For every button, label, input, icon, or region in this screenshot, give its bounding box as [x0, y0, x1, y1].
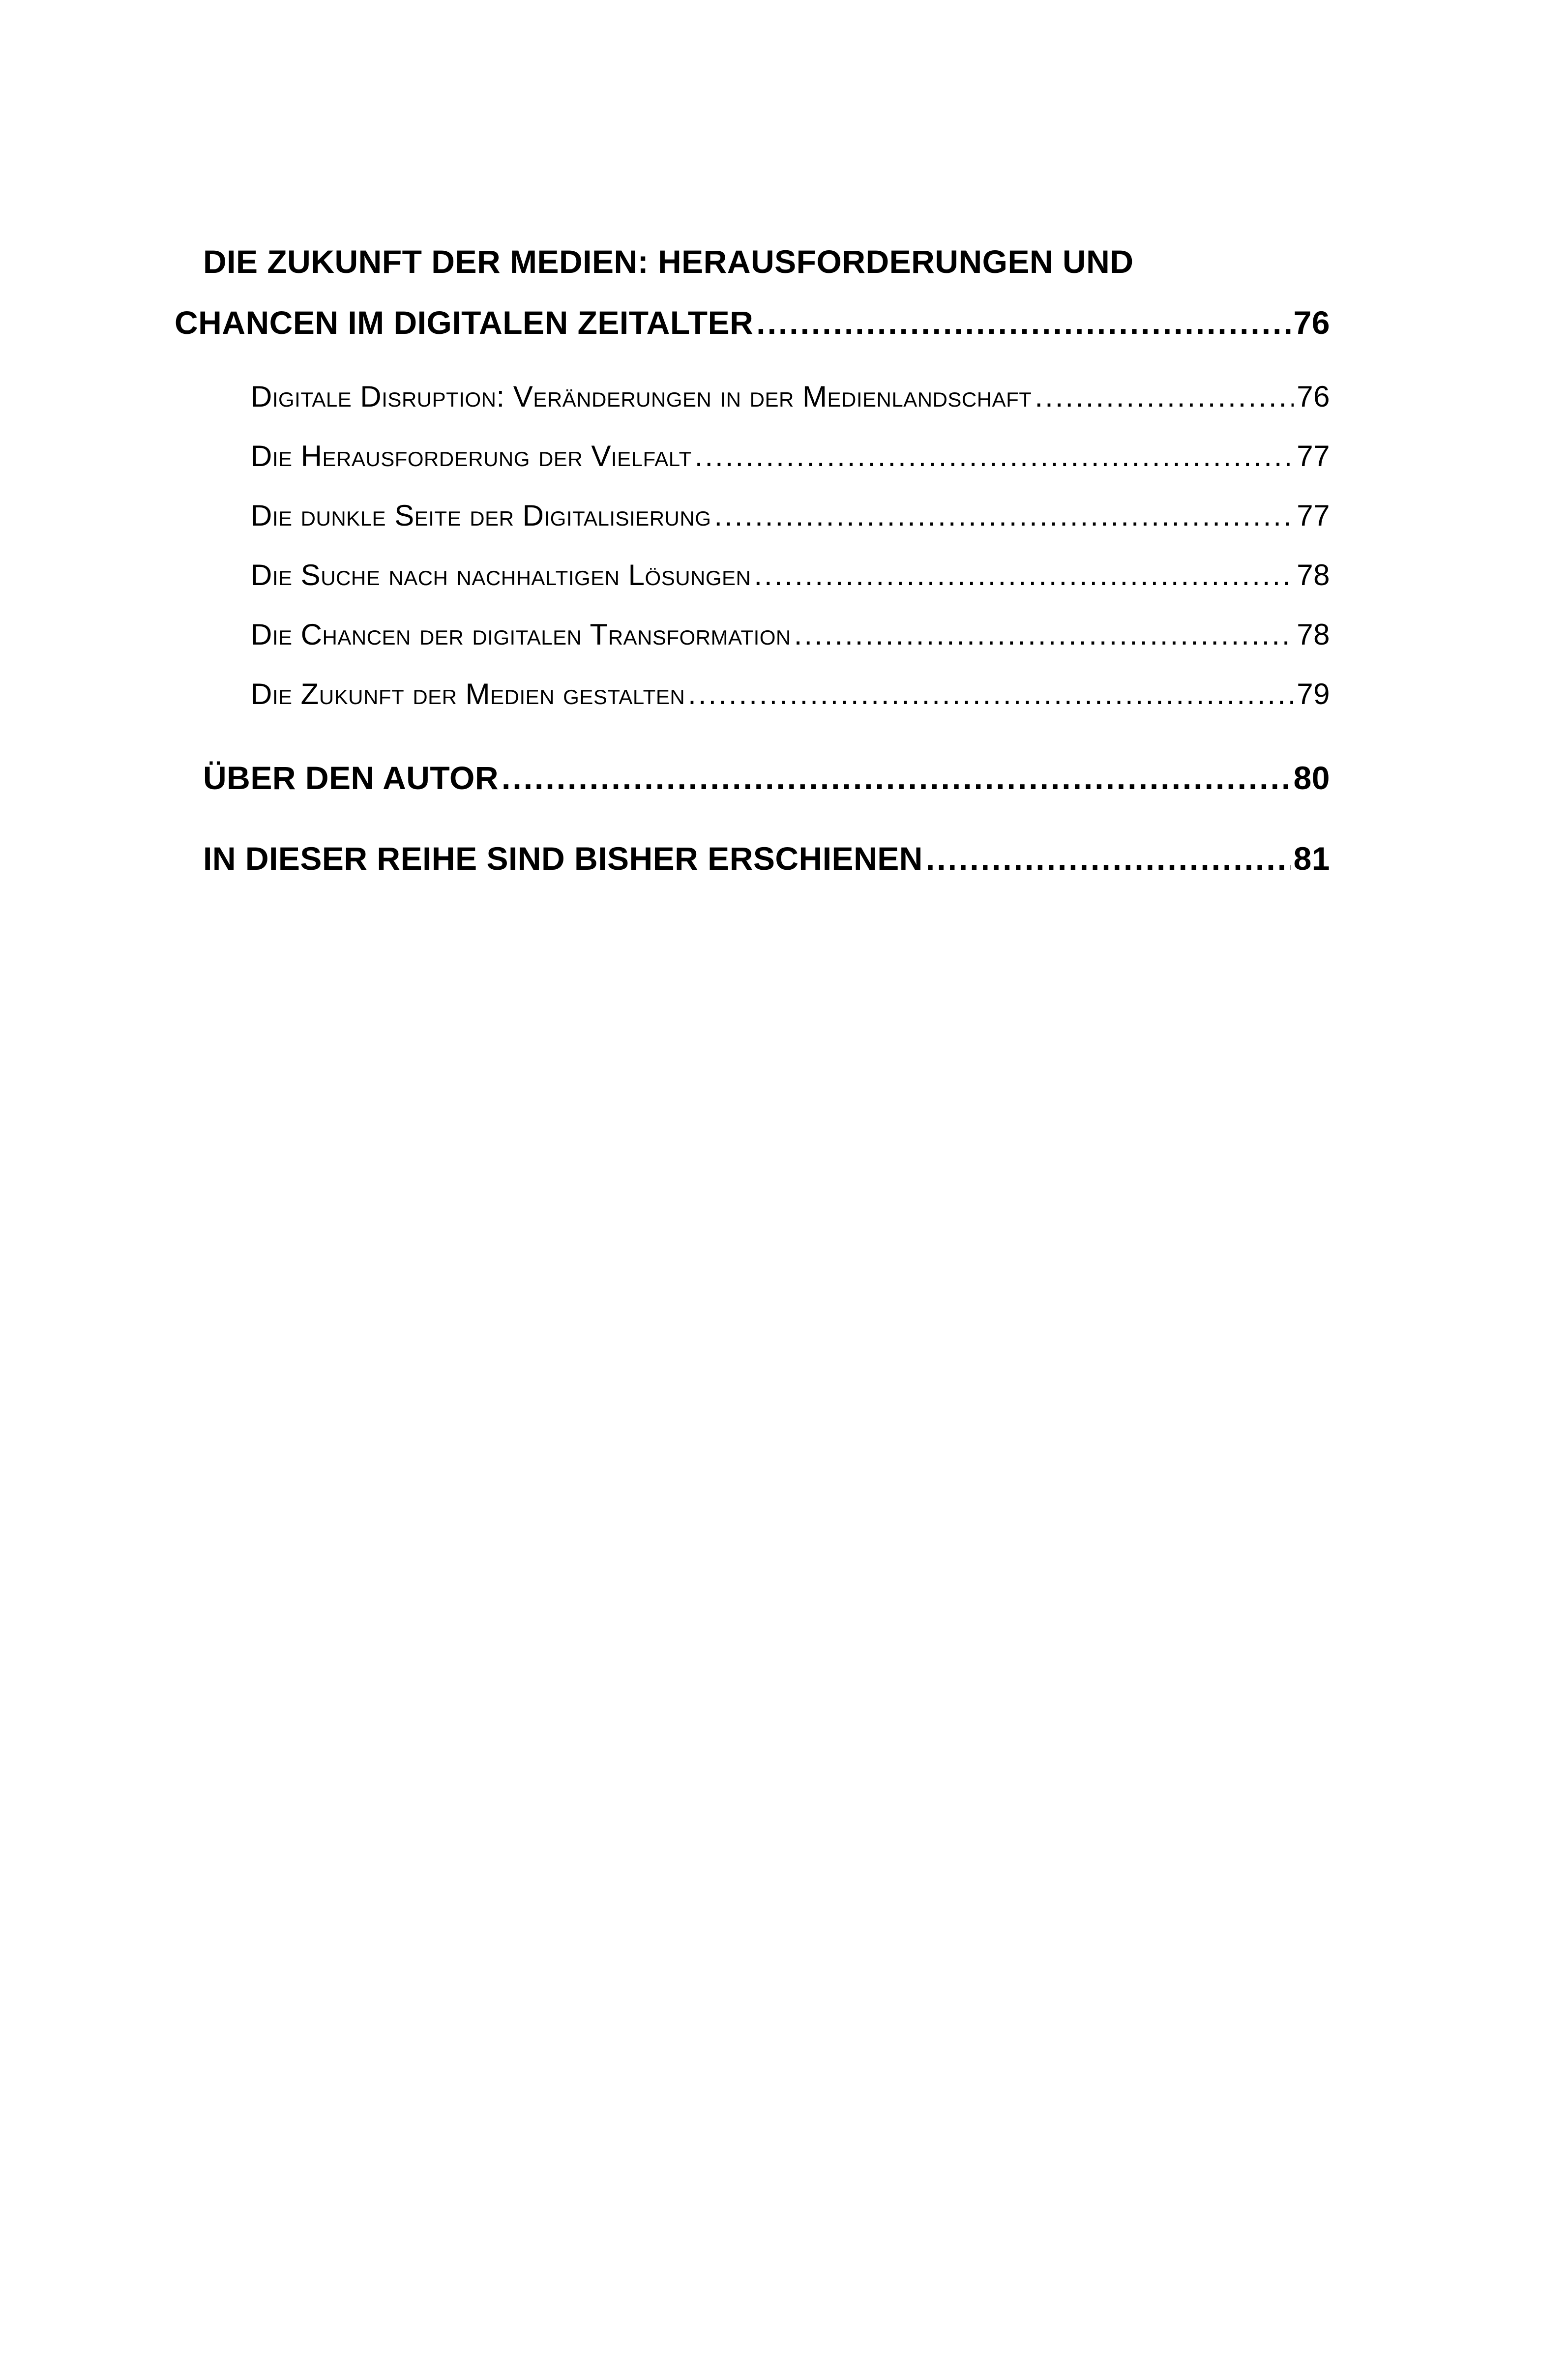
table-of-contents	[175, 231, 1330, 889]
toc-section-diversity[interactable]	[251, 426, 1330, 486]
toc-chapter-title-line2: CHANCEN IM DIGITALEN ZEITALTER	[175, 304, 754, 341]
toc-chapter-title: IN DIESER REIHE SIND BISHER ERSCHIENEN	[203, 840, 923, 877]
toc-section-title: Die Suche nach nachhaltigen Lösungen	[251, 559, 751, 591]
dot-leader	[714, 486, 1294, 545]
toc-page-number: 76	[1293, 304, 1330, 341]
toc-section-title: Die Zukunft der Medien gestalten	[251, 678, 685, 710]
dot-leader	[926, 828, 1291, 889]
toc-section-title: Die Herausforderung der Vielfalt	[251, 440, 692, 472]
toc-section-title: Die Chancen der digitalen Transformation	[251, 618, 791, 651]
toc-chapter-entry-line2	[175, 292, 1330, 353]
toc-chapter-title: ÜBER DEN AUTOR	[203, 760, 499, 796]
toc-page-number: 80	[1293, 760, 1330, 796]
toc-page-number: 77	[1297, 499, 1330, 532]
toc-section-list	[175, 367, 1330, 724]
dot-leader	[754, 545, 1294, 605]
dot-leader	[756, 292, 1290, 353]
dot-leader	[695, 426, 1294, 486]
toc-section-dark-side[interactable]	[251, 486, 1330, 545]
toc-section-title: Digitale Disruption: Veränderungen in der Medienlandschaft	[251, 380, 1032, 413]
dot-leader	[688, 664, 1294, 724]
toc-page-number: 76	[1297, 380, 1330, 413]
toc-page-number: 79	[1297, 678, 1330, 710]
toc-section-sustainable-solutions[interactable]	[251, 545, 1330, 605]
toc-section-digital-transformation[interactable]	[251, 605, 1330, 664]
toc-section-title: Die dunkle Seite der Digitalisierung	[251, 499, 711, 532]
dot-leader	[1035, 367, 1294, 426]
toc-chapter-future-of-media[interactable]	[175, 231, 1330, 353]
toc-chapter-series-list[interactable]	[175, 828, 1330, 889]
toc-page-number: 77	[1297, 440, 1330, 472]
dot-leader	[502, 747, 1291, 808]
toc-page-number: 78	[1297, 618, 1330, 651]
toc-chapter-about-author[interactable]	[175, 747, 1330, 808]
toc-section-shaping-future[interactable]	[251, 664, 1330, 724]
toc-page-number: 78	[1297, 559, 1330, 591]
toc-section-digital-disruption[interactable]	[251, 367, 1330, 426]
dot-leader	[794, 605, 1294, 664]
toc-chapter-title-line1: DIE ZUKUNFT DER MEDIEN: HERAUSFORDERUNGEN UND	[203, 243, 1134, 280]
toc-page-number: 81	[1293, 840, 1330, 877]
